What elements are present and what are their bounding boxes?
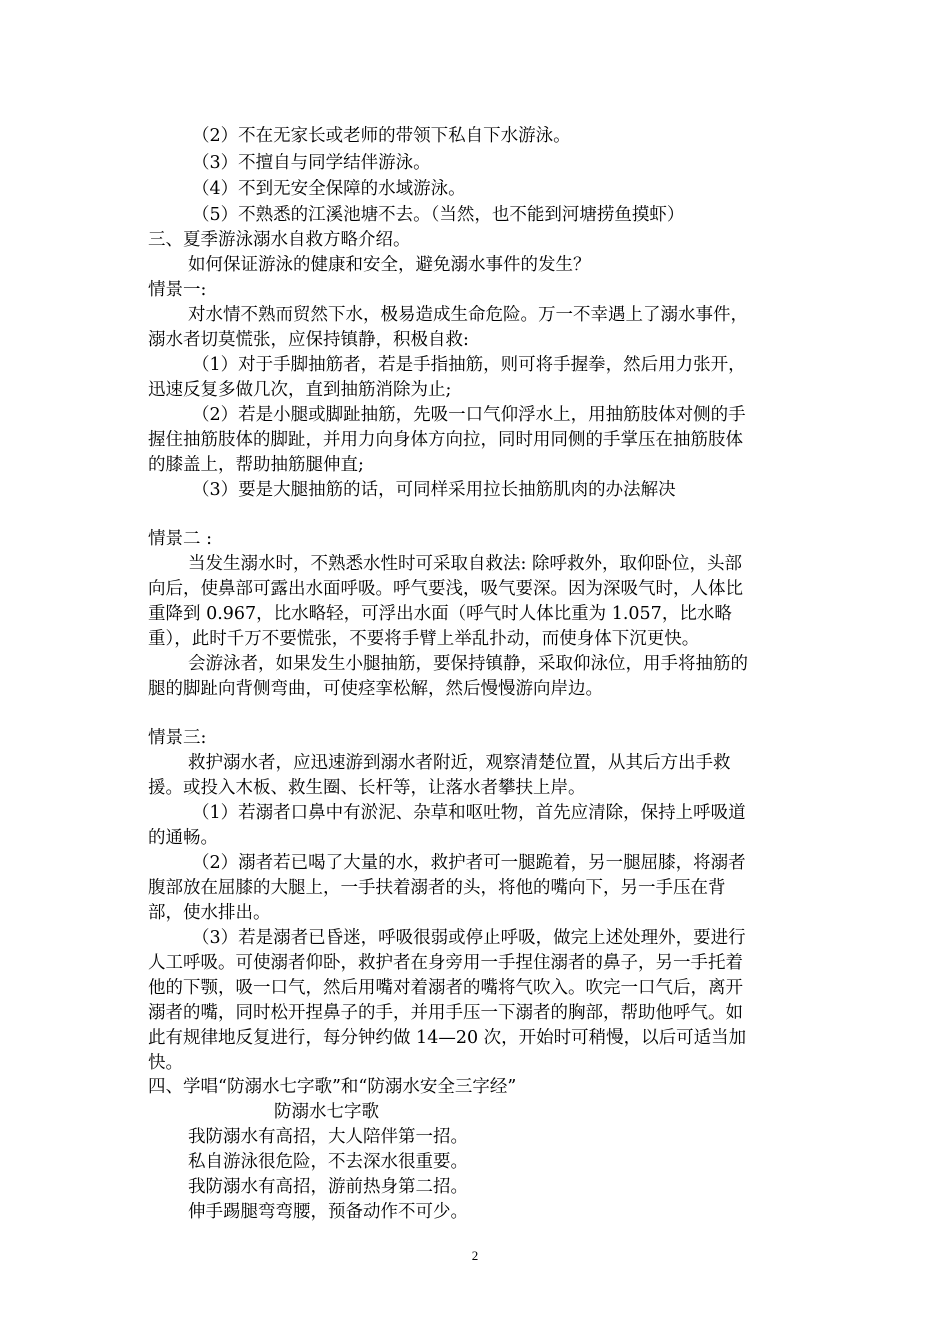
text-line: 会游泳者，如果发生小腿抽筋，要保持镇静，采取仰泳位，用手将抽筋的 xyxy=(188,654,748,674)
song-title: 防溺水七字歌 xyxy=(274,1102,379,1122)
text-line: （1）若溺者口鼻中有淤泥、杂草和呕吐物，首先应清除，保持上呼吸道 xyxy=(192,803,746,823)
text-line: 此有规律地反复进行，每分钟约做 14—20 次，开始时可稍慢，以后可适当加 xyxy=(148,1028,747,1048)
text-line: 腿的脚趾向背侧弯曲，可使痉挛松解，然后慢慢游向岸边。 xyxy=(148,679,603,699)
text-line: （4）不到无安全保障的水域游泳。 xyxy=(192,179,466,199)
song-line: 我防溺水有高招，大人陪伴第一招。 xyxy=(188,1127,468,1147)
text-line: 溺水者切莫慌张，应保持镇静，积极自救: xyxy=(148,330,469,350)
text-line: 重降到 0.967，比水略轻，可浮出水面（呼气时人体比重为 1.057，比水略 xyxy=(148,604,732,624)
text-line: 他的下颚，吸一口气，然后用嘴对着溺者的嘴将气吹入。吹完一口气后，离开 xyxy=(148,978,743,998)
text-line: 向后，使鼻部可露出水面呼吸。呼气要浅，吸气要深。因为深吸气时，人体比 xyxy=(148,579,743,599)
scenario-label: 情景一: xyxy=(148,280,207,300)
text-line: 如何保证游泳的健康和安全，避免溺水事件的发生？ xyxy=(188,255,591,275)
text-line: （3）若是溺者已昏迷，呼吸很弱或停止呼吸，做完上述处理外，要进行 xyxy=(192,928,746,948)
song-line: 私自游泳很危险，不去深水很重要。 xyxy=(188,1152,468,1172)
text-line: （2）不在无家长或老师的带领下私自下水游泳。 xyxy=(192,126,571,146)
text-line: 迅速反复多做几次，直到抽筋消除为止; xyxy=(148,380,452,400)
song-line: 伸手踢腿弯弯腰，预备动作不可少。 xyxy=(188,1202,468,1222)
text-line: 人工呼吸。可使溺者仰卧，救护者在身旁用一手捏住溺者的鼻子，另一手托着 xyxy=(148,953,743,973)
text-line: （3）不擅自与同学结伴游泳。 xyxy=(192,153,431,173)
text-line: 对水情不熟而贸然下水，极易造成生命危险。万一不幸遇上了溺水事件， xyxy=(188,305,748,325)
page-number: 2 xyxy=(471,1248,479,1263)
text-line: （2）溺者若已喝了大量的水，救护者可一腿跪着，另一腿屈膝，将溺者 xyxy=(192,853,746,873)
song-line: 我防溺水有高招，游前热身第二招。 xyxy=(188,1177,468,1197)
text-line: 握住抽筋肢体的脚趾，并用力向身体方向拉，同时用同侧的手掌压在抽筋肢体 xyxy=(148,430,743,450)
section-heading: 三、夏季游泳溺水自救方略介绍。 xyxy=(148,230,411,250)
text-line: 的通畅。 xyxy=(148,828,218,848)
text-line: 援。或投入木板、救生圈、长杆等，让落水者攀扶上岸。 xyxy=(148,778,586,798)
text-line: 重），此时千万不要慌张，不要将手臂上举乱扑动，而使身体下沉更快。 xyxy=(148,629,700,649)
text-line: 溺者的嘴，同时松开捏鼻子的手，并用手压一下溺者的胸部，帮助他呼气。如 xyxy=(148,1003,743,1023)
text-line: 当发生溺水时，不熟悉水性时可采取自救法: 除呼救外，取仰卧位，头部 xyxy=(188,554,742,574)
section-heading: 四、学唱“防溺水七字歌”和“防溺水安全三字经” xyxy=(148,1077,517,1097)
text-line: 快。 xyxy=(148,1053,183,1073)
text-line: 腹部放在屈膝的大腿上，一手扶着溺者的头，将他的嘴向下，另一手压在背 xyxy=(148,878,726,898)
scenario-label: 情景三: xyxy=(148,728,207,748)
text-line: 部，使水排出。 xyxy=(148,903,271,923)
text-line: 救护溺水者，应迅速游到溺水者附近，观察清楚位置，从其后方出手救 xyxy=(188,753,731,773)
text-line: （2）若是小腿或脚趾抽筋，先吸一口气仰浮水上，用抽筋肢体对侧的手 xyxy=(192,405,746,425)
text-line: 的膝盖上，帮助抽筋腿伸直; xyxy=(148,455,364,475)
text-line: （3）要是大腿抽筋的话，可同样采用拉长抽筋肌肉的办法解决 xyxy=(192,480,676,500)
text-line: （1）对于手脚抽筋者，若是手指抽筋，则可将手握拳，然后用力张开， xyxy=(192,355,746,375)
text-line: （5）不熟悉的江溪池塘不去。（当然，也不能到河塘捞鱼摸虾） xyxy=(192,205,685,225)
scenario-label: 情景二 : xyxy=(148,529,212,549)
